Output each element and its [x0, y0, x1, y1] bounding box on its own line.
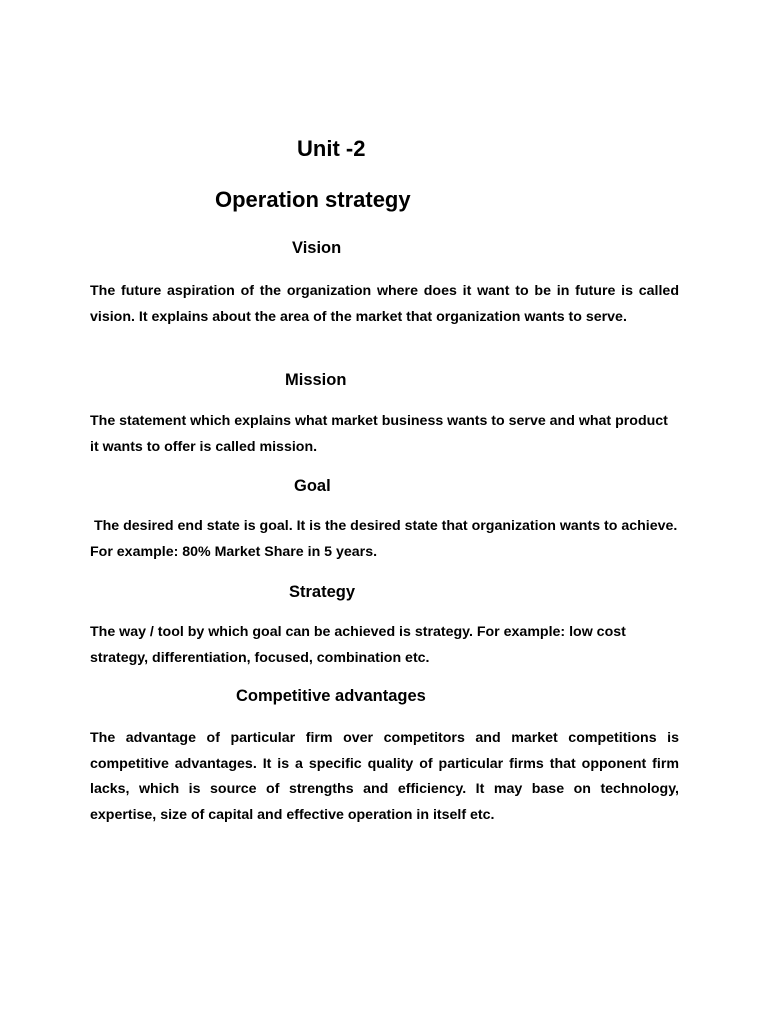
section-text-vision: The future aspiration of the organization where does it want to be in future is called vision. It explains about the area of the market that organization wants to serve. [90, 283, 679, 325]
section-text-strategy: The way / tool by which goal can be achieved is strategy. For example: low cost strategy, differentiation, focused, combination etc. [90, 624, 626, 666]
section-heading-goal: Goal [294, 477, 331, 495]
section-heading-strategy: Strategy [289, 583, 356, 601]
section-heading-competitive-advantages: Competitive advantages [236, 687, 426, 705]
section-heading-mission: Mission [285, 371, 347, 389]
section-text-mission: The statement which explains what market business wants to serve and what product it wants to offer is called mission. [90, 413, 668, 455]
unit-heading: Unit -2 [297, 136, 366, 161]
section-text-goal: The desired end state is goal. It is the desired state that organization wants to achieve. For example: 80% Market Share in 5 years. [90, 518, 686, 560]
section-heading-vision: Vision [292, 239, 342, 257]
section-text-competitive-advantages: The advantage of particular firm over competitors and market competitions is competitive advantages. It is a specific quality of particular firms that opponent firm lacks, which is source of strengths and efficiency. It may base on technology, expertise, size of capital and effective operation in itself etc. [90, 730, 679, 823]
page-title: Operation strategy [215, 187, 411, 212]
